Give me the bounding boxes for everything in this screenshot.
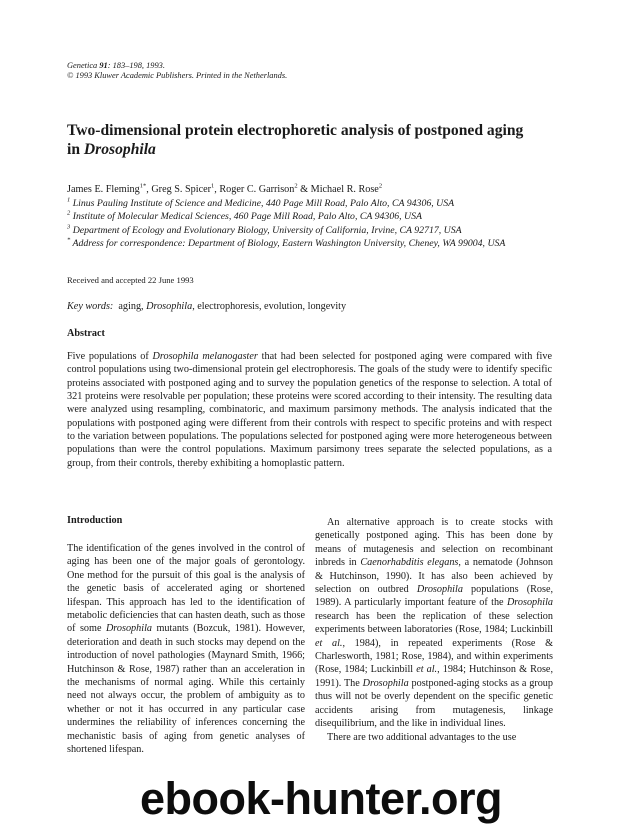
- keywords: Key words: aging, Drosophila, electrophoresis, evolution, longevity: [67, 301, 347, 312]
- author-list: James E. Fleming$^{1*}$, Greg S. Spicer$^1$, Roger C. Garrison$^2$ & Michael R. Rose$^2$: [67, 182, 383, 195]
- author: Roger C. Garrison: [219, 184, 295, 195]
- author: Michael R. Rose: [310, 184, 379, 195]
- abstract-text: Five populations of Drosophila melanogaster that had been selected for postponed aging were compared with five control populations using two-dimensional protein gel electrophoresis. The goals of the study were to identify specific proteins associated with postponed aging and to survey the population genetics of the response to selection. A total of 321 proteins were resolvable per population; these proteins were scored according to their intensity. The resulting data were analyzed using resampling, combinatoric, and maximum parsimony methods. The analysis indicated that the populations with postponed aging were different from their controls with respect to specific proteins and with respect to the variation between populations. The populations selected for postponed aging were more heterogeneous between populations than were the control populations. Maximum parsimony trees separate the selected populations, as a group, from their controls, thereby exhibiting a homoplastic pattern.: [67, 351, 553, 469]
- keywords-label: Key words:: [67, 301, 114, 312]
- received-date: Received and accepted 22 June 1993: [67, 275, 194, 285]
- journal-citation: [67, 61, 287, 81]
- introduction-left-column: The identification of the genes involved in the control of aging has been one of the major goals of gerontology. One method for the pursuit of this goal is the analysis of the genetic basis of accelerated aging or shortened lifespan. This approach has led to the identification of metabolic deficiencies that can hasten death, such as those of some Drosophila mutants (Bozcuk, 1981). However, deterioration and death in such stocks may depend on the introduction of novel pathologies (Maynard Smith, 1966; Hutchinson & Rose, 1987) rather than an acceleration in the mechanisms of normal aging. While this certainly need not always occur, the problem of ambiguity as to whether or not it has occurred in any particular case undermines the reliability of inferences concerning the mechanistic basis of aging from genetic analyses of shortened lifespan.: [67, 543, 306, 756]
- journal-line-2: © 1993 Kluwer Academic Publishers. Printed in the Netherlands.: [67, 71, 288, 80]
- affiliation-list: [67, 197, 567, 250]
- correspondence-address: * Address for correspondence: Department of Biology, Eastern Washington University, Cheney, WA 99004, USA: [67, 236, 506, 249]
- journal-line-1: Genetica 91: 183–198, 1993.: [67, 61, 165, 70]
- paragraph: An alternative approach is to create stocks with genetically postponed aging. This has been done by means of mutagenesis and selection on recombinant inbreds in Caenorhabditis elegans, a nematode (Johnson & Hutchinson, 1990). It has also been achieved by selection on outbred Drosophila populations (Rose, 1989). A particularly important feature of the Drosophila research has been the replication of these selection experiments between laboratories (Rose, 1984; Luckinbill et al., 1984), in repeated experiments (Rose & Charlesworth, 1981; Rose, 1984), and within experiments (Rose, 1984; Luckinbill et al., 1984; Hutchinson & Rose, 1991). The Drosophila postponed-aging stocks as a group thus will not be overly dependent on the specific genetic accidents arising from mutagenesis, linkage disequilibrium, and the like in individual lines.: [315, 517, 554, 730]
- paper-title: Two-dimensional protein electrophoretic analysis of postponed aging in Drosophila: [67, 122, 524, 158]
- affiliation: $^2$ Institute of Molecular Medical Sciences, 460 Page Mill Road, Palo Alto, CA 94306, USA: [67, 210, 422, 223]
- author: Greg S. Spicer: [151, 184, 212, 195]
- abstract-heading: Abstract: [67, 328, 105, 339]
- affiliation: $^3$ Department of Ecology and Evolutionary Biology, University of California, Irvine, CA 92717, USA: [67, 223, 462, 236]
- affiliation: $^1$ Linus Pauling Institute of Science and Medicine, 440 Page Mill Road, Palo Alto, CA 94306, USA: [67, 196, 455, 209]
- paragraph: There are two additional advantages to the use: [327, 731, 517, 743]
- author: James E. Fleming: [67, 184, 140, 195]
- watermark: ebook-hunter.org: [140, 773, 502, 824]
- introduction-right-column: [315, 516, 553, 744]
- introduction-heading: Introduction: [67, 515, 123, 526]
